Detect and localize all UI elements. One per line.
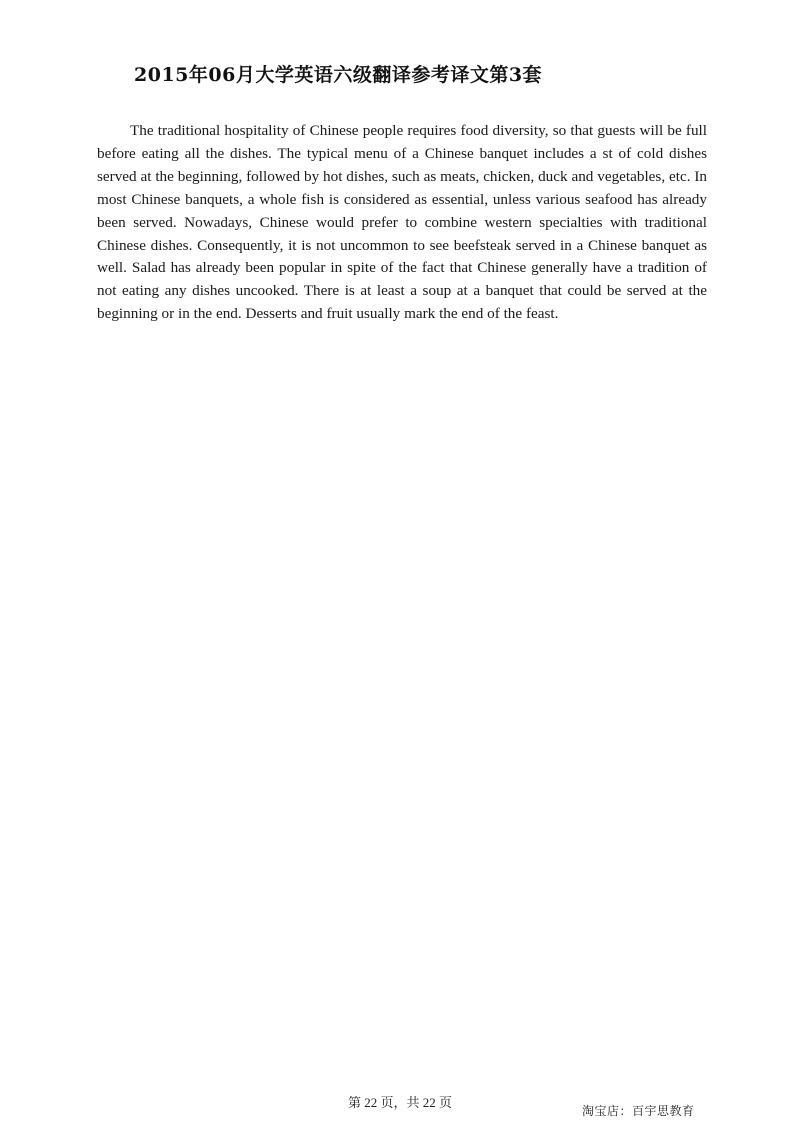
- page-number: 第 22 页，共 22 页: [347, 1095, 452, 1110]
- page-title: 2015年06月大学英语六级翻译参考译文第3套: [134, 64, 543, 86]
- body-paragraph: The traditional hospitality of Chinese people requires food diversity, so that guests will be full before eating all the dishes. The typical menu of a Chinese banquet includes a st of cold dishes served at the beginning, followed by hot dishes, such as meats, chicken, duck and vegetables, etc. In most Chinese banquets, a whole fish is considered as essential, unless various seafood has already been served. Nowadays, Chinese would prefer to combine western specialties with traditional Chinese dishes. Consequently, it is not uncommon to see beefsteak served in a Chinese banquet as well. Salad has already been popular in spite of the fact that Chinese generally have a tradition of not eating any dishes uncooked. There is at least a soup at a banquet that could be served at the beginning or in the end. Desserts and fruit usually mark the end of the feast.: [97, 122, 707, 323]
- store-credit: 淘宝店：百宇思教育: [582, 1104, 695, 1118]
- translation-body: [97, 120, 707, 326]
